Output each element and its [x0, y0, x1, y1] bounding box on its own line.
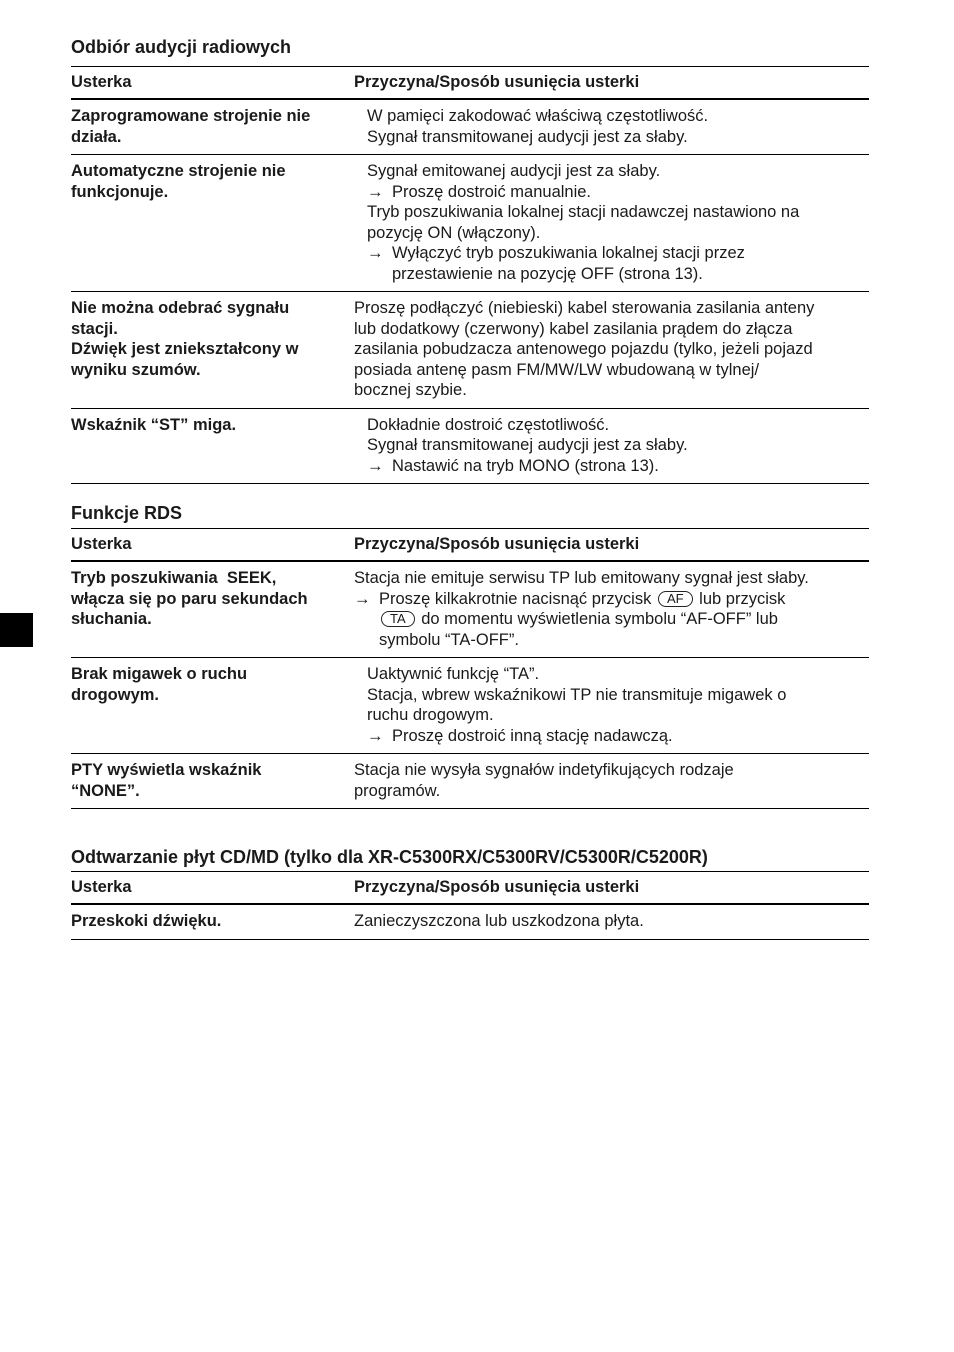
cause-cell: [354, 911, 869, 932]
cause-text: Uaktywnić funkcję “TA”.: [367, 665, 540, 683]
cause-cell: [354, 161, 869, 284]
remedy-line: [367, 243, 869, 264]
table-row: [71, 658, 869, 754]
table-header: [71, 872, 869, 905]
cause-text: Stacja nie wysyła sygnałów indetyfikujących rodzaje: [354, 761, 734, 779]
fault-text: wyniku szumów.: [71, 360, 201, 379]
cause-text: lub dodatkowy (czerwony) kabel zasilania prądem do złącza: [354, 319, 793, 338]
table-rds: [71, 528, 869, 809]
fault-text: słuchania.: [71, 610, 152, 628]
cause-text: posiada antenę pasm FM/MW/LW wbudowaną w tylnej/: [354, 360, 760, 379]
remedy-text: przestawienie na pozycję OFF (strona 13).: [392, 264, 703, 283]
fault-cell: [71, 760, 354, 801]
fault-cell: [71, 911, 354, 932]
table-row: [71, 292, 869, 409]
remedy-line: [367, 182, 869, 203]
table-row: [71, 905, 869, 940]
cause-text: Zanieczyszczona lub uszkodzona płyta.: [354, 912, 644, 930]
section-title-rds: Funkcje RDS: [71, 503, 183, 523]
header-cause: Przyczyna/Sposób usunięcia usterki: [354, 535, 640, 553]
remedy-text: Proszę kilkakrotnie nacisnąć przycisk: [379, 589, 652, 608]
remedy-line: [367, 726, 869, 747]
cause-text: ruchu drogowym.: [367, 706, 494, 724]
arrow-right-icon: →: [367, 182, 384, 201]
header-fault: Usterka: [71, 878, 132, 896]
fault-cell: [71, 664, 354, 746]
table-header: [71, 67, 869, 100]
af-key-icon: AF: [658, 591, 693, 607]
table-cd-md: [71, 871, 869, 940]
remedy-text: symbolu “TA-OFF”.: [379, 630, 519, 649]
table-row: [71, 409, 869, 485]
cause-cell: [354, 298, 869, 401]
remedy-line: [354, 609, 869, 630]
header-cause: Przyczyna/Sposób usunięcia usterki: [354, 73, 640, 91]
fault-text: Zaprogramowane strojenie nie: [71, 107, 311, 125]
arrow-right-icon: →: [367, 244, 384, 262]
arrow-right-icon: →: [354, 589, 371, 608]
fault-text: Nie można odebrać sygnału: [71, 299, 290, 317]
fault-text: Przeskoki dźwięku.: [71, 912, 222, 930]
fault-text: stacji.: [71, 319, 118, 338]
cause-text: Sygnał transmitowanej audycji jest za słaby.: [367, 436, 688, 454]
remedy-text: Proszę dostroić manualnie.: [392, 182, 592, 201]
fault-text: działa.: [71, 127, 122, 146]
fault-text: Automatyczne strojenie nie: [71, 162, 286, 180]
remedy-text: lub przycisk: [699, 589, 786, 608]
arrow-right-icon: →: [367, 726, 384, 745]
remedy-line: [367, 456, 869, 477]
header-fault: Usterka: [71, 73, 132, 91]
cause-cell: [354, 568, 869, 650]
cause-text: Tryb poszukiwania lokalnej stacji nadawczej nastawiono na: [367, 203, 800, 221]
ta-key-icon: TA: [381, 611, 415, 627]
remedy-text: Wyłączyć tryb poszukiwania lokalnej stacji przez: [392, 244, 745, 262]
remedy-text: do momentu wyświetlenia symbolu “AF-OFF” lub: [421, 610, 778, 628]
table-row: [71, 754, 869, 809]
fault-text: funkcjonuje.: [71, 182, 169, 201]
cause-text: pozycję ON (włączony).: [367, 223, 541, 242]
cause-cell: [354, 664, 869, 746]
fault-text: Wskaźnik “ST” miga.: [71, 415, 237, 434]
cause-text: zasilania pobudzacza antenowego pojazdu (tylko, jeżeli pojazd: [354, 340, 813, 358]
page-tab-marker: [0, 613, 33, 647]
fault-text: Dźwięk jest zniekształcony w: [71, 340, 299, 358]
fault-text: Brak migawek o ruchu: [71, 665, 248, 683]
fault-cell: [71, 568, 354, 650]
header-cause: Przyczyna/Sposób usunięcia usterki: [354, 878, 640, 896]
fault-cell: [71, 161, 354, 284]
fault-text: drogowym.: [71, 685, 160, 704]
remedy-line: [354, 589, 869, 610]
fault-cell: [71, 415, 354, 477]
cause-text: Sygnał transmitowanej audycji jest za słaby.: [367, 127, 688, 146]
cause-cell: [354, 760, 869, 801]
cause-cell: [354, 106, 869, 147]
fault-text: PTY wyświetla wskaźnik: [71, 761, 262, 779]
cause-text: programów.: [354, 781, 441, 800]
fault-text: włącza się po paru sekundach: [71, 589, 308, 608]
fault-text: “NONE”.: [71, 781, 140, 800]
section-title-cd-md: Odtwarzanie płyt CD/MD (tylko dla XR-C5300RX/C5300RV/C5300R/C5200R): [71, 847, 708, 867]
arrow-right-icon: →: [367, 456, 384, 475]
header-fault: Usterka: [71, 535, 132, 553]
table-radio: [71, 66, 869, 484]
table-row: [71, 155, 869, 292]
cause-text: Sygnał emitowanej audycji jest za słaby.: [367, 162, 661, 180]
cause-text: W pamięci zakodować właściwą częstotliwość.: [367, 107, 709, 125]
remedy-text: Proszę dostroić inną stację nadawczą.: [392, 726, 673, 745]
fault-text: Tryb poszukiwania SEEK,: [71, 569, 277, 587]
cause-text: bocznej szybie.: [354, 381, 467, 399]
section-title-radio: Odbiór audycji radiowych: [71, 37, 292, 57]
remedy-text: Nastawić na tryb MONO (strona 13).: [392, 456, 659, 475]
cause-text: Proszę podłączyć (niebieski) kabel sterowania zasilania anteny: [354, 299, 815, 317]
fault-cell: [71, 298, 354, 401]
table-row: [71, 100, 869, 155]
table-row: [71, 562, 869, 658]
cause-text: Dokładnie dostroić częstotliwość.: [367, 415, 610, 434]
cause-cell: [354, 415, 869, 477]
cause-text: Stacja nie emituje serwisu TP lub emitowany sygnał jest słaby.: [354, 569, 809, 587]
fault-cell: [71, 106, 354, 147]
table-header: [71, 529, 869, 562]
cause-text: Stacja, wbrew wskaźnikowi TP nie transmituje migawek o: [367, 685, 787, 704]
